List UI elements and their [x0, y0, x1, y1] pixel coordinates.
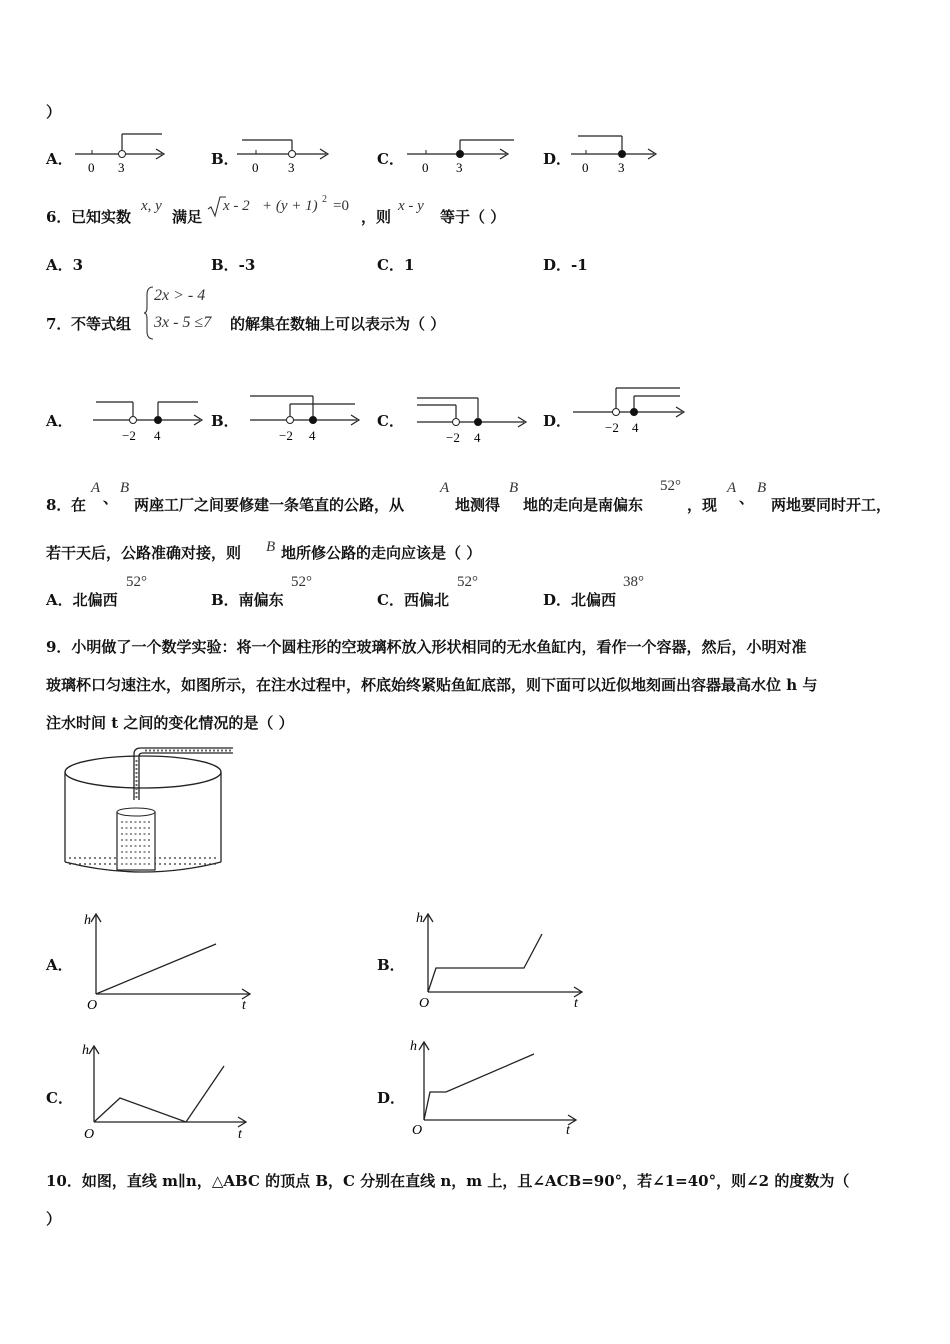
q6-expression: x - y — [398, 198, 424, 214]
q8-option-d-degree: 38° — [623, 574, 644, 590]
origin-label: O — [87, 998, 98, 1013]
q8-point-b-3: B — [757, 480, 767, 496]
axis-t-label: t — [566, 1123, 570, 1138]
axis-t-label: t — [242, 998, 246, 1013]
q10-line-2: ） — [46, 1210, 62, 1228]
tick-neg2: −2 — [279, 428, 293, 443]
q8-option-a[interactable]: A．北偏西 — [46, 591, 118, 609]
q9-graph-c — [78, 1038, 263, 1148]
q5-option-b-number-line — [232, 128, 337, 176]
tick-0: 0 — [582, 160, 589, 175]
q5-option-a-number-line — [70, 128, 175, 176]
q8-text-6: 两地要同时开工， — [771, 496, 892, 514]
q9-option-c-label[interactable]: C． — [46, 1089, 73, 1107]
q5-option-c-number-line — [402, 128, 522, 176]
q8-point-a-2: A — [440, 480, 450, 496]
q7-number: 7． — [46, 315, 72, 333]
q8-text-2: 两座工厂之间要修建一条笔直的公路，从 — [134, 496, 405, 514]
q9-line-3: 注水时间 t 之间的变化情况的是（ ） — [46, 714, 294, 732]
q9-option-a-label[interactable]: A． — [46, 956, 73, 974]
q7-option-b-number-line — [245, 388, 370, 444]
q8-separator-2: 、 — [739, 489, 755, 507]
q8-option-c[interactable]: C．西偏北 — [377, 591, 449, 609]
q7-option-c-label[interactable]: C． — [377, 412, 404, 430]
tick-4: 4 — [309, 428, 316, 443]
tick-3: 3 — [618, 160, 625, 175]
q9-graph-d — [408, 1034, 593, 1144]
q8-text-4: 地的走向是南偏东 — [523, 496, 644, 514]
q8-line-2b: 地所修公路的走向应该是（ ） — [281, 544, 482, 562]
q6-equation-radicand: x - 2 — [223, 198, 250, 214]
q8-point-b: B — [120, 480, 130, 496]
q9-line-1: 9．小明做了一个数学实验：将一个圆柱形的空玻璃杯放入形状相同的无水鱼缸内，看作一个容器，然后，小明对准 — [46, 638, 807, 656]
origin-label: O — [412, 1123, 423, 1138]
q6-vars: x, y — [141, 198, 162, 214]
origin-label: O — [419, 996, 430, 1011]
q5-option-c-label[interactable]: C． — [377, 150, 404, 168]
axis-h-label: h — [410, 1039, 417, 1054]
axis-h-label: h — [84, 913, 91, 928]
q6-option-a[interactable]: A．3 — [46, 256, 84, 274]
q8-point-a-3: A — [727, 480, 737, 496]
tick-4: 4 — [632, 420, 639, 435]
q10-line-1: 10．如图，直线 m∥n，△ABC 的顶点 B，C 分别在直线 n，m 上，且∠ACB=90°，若∠1=40°，则∠2 的度数为（ — [46, 1172, 850, 1190]
tick-3: 3 — [118, 160, 125, 175]
tick-4: 4 — [154, 428, 161, 443]
tick-3: 3 — [456, 160, 463, 175]
q6-text-4: 等于（ ） — [440, 208, 506, 226]
q9-graph-a — [80, 906, 265, 1016]
q8-point-b-2: B — [509, 480, 519, 496]
q7-option-d-label[interactable]: D． — [543, 412, 572, 430]
q8-text-3: 地测得 — [455, 496, 501, 514]
q5-option-d-number-line — [566, 128, 666, 176]
q9-option-b-label[interactable]: B． — [377, 956, 405, 974]
tick-4: 4 — [474, 430, 481, 445]
q6-equation-part: + (y + 1) — [262, 198, 318, 214]
q7-inequality-1: 2x > - 4 — [154, 287, 206, 304]
q7-text-1: 不等式组 — [71, 315, 132, 333]
axis-t-label: t — [574, 996, 578, 1011]
q6-equation-end: =0 — [333, 198, 349, 214]
tick-neg2: −2 — [122, 428, 136, 443]
origin-label: O — [84, 1127, 95, 1142]
q8-text-5: ，现 — [687, 496, 718, 514]
q6-option-d[interactable]: D．-1 — [543, 256, 588, 274]
q8-option-b-degree: 52° — [291, 574, 312, 590]
q8-option-a-degree: 52° — [126, 574, 147, 590]
q8-line-2: 若干天后，公路准确对接，则 — [46, 544, 242, 562]
q6-text-3: ，则 — [361, 208, 392, 226]
q5-paren-close: ） — [46, 103, 62, 121]
tick-0: 0 — [252, 160, 259, 175]
q6-number: 6． — [46, 208, 72, 226]
q7-text-2: 的解集在数轴上可以表示为（ ） — [230, 315, 446, 333]
q8-option-b[interactable]: B．南偏东 — [211, 591, 284, 609]
fish-tank-illustration — [55, 740, 245, 880]
tick-0: 0 — [88, 160, 95, 175]
axis-h-label: h — [82, 1043, 89, 1058]
q8-point-a: A — [91, 480, 101, 496]
q6-text-1: 已知实数 — [71, 208, 132, 226]
tick-neg2: −2 — [446, 430, 460, 445]
q8-option-d[interactable]: D．北偏西 — [543, 591, 617, 609]
tick-0: 0 — [422, 160, 429, 175]
q7-option-d-number-line — [568, 380, 693, 440]
axis-t-label: t — [238, 1127, 242, 1142]
q9-option-d-label[interactable]: D． — [377, 1089, 406, 1107]
q7-inequality-2: 3x - 5 ≤7 — [154, 314, 212, 331]
q6-equation-exponent: 2 — [322, 194, 327, 205]
axis-h-label: h — [416, 911, 423, 926]
q7-option-b-label[interactable]: B． — [211, 412, 239, 430]
q5-option-b-label[interactable]: B． — [211, 150, 239, 168]
q8-text-1: 在 — [71, 496, 87, 514]
q8-degree: 52° — [660, 478, 681, 494]
tick-neg2: −2 — [605, 420, 619, 435]
q9-line-2: 玻璃杯口匀速注水，如图所示，在注水过程中，杯底始终紧贴鱼缸底部，则下面可以近似地刻画出容器最高水位 h 与 — [46, 676, 818, 694]
tick-3: 3 — [288, 160, 295, 175]
q8-separator: 、 — [103, 489, 119, 507]
q8-number: 8． — [46, 496, 72, 514]
q6-text-2: 满足 — [172, 208, 203, 226]
q8-option-c-degree: 52° — [457, 574, 478, 590]
q5-option-a-label[interactable]: A． — [46, 150, 73, 168]
q5-option-d-label[interactable]: D． — [543, 150, 572, 168]
q6-option-b[interactable]: B．-3 — [211, 256, 256, 274]
q7-option-a-number-line — [88, 388, 213, 444]
q8-point-b-4: B — [266, 539, 276, 555]
q9-graph-b — [412, 906, 597, 1016]
q6-option-c[interactable]: C．1 — [377, 256, 415, 274]
q7-option-a-label[interactable]: A． — [46, 412, 73, 430]
q7-option-c-number-line — [412, 390, 537, 446]
